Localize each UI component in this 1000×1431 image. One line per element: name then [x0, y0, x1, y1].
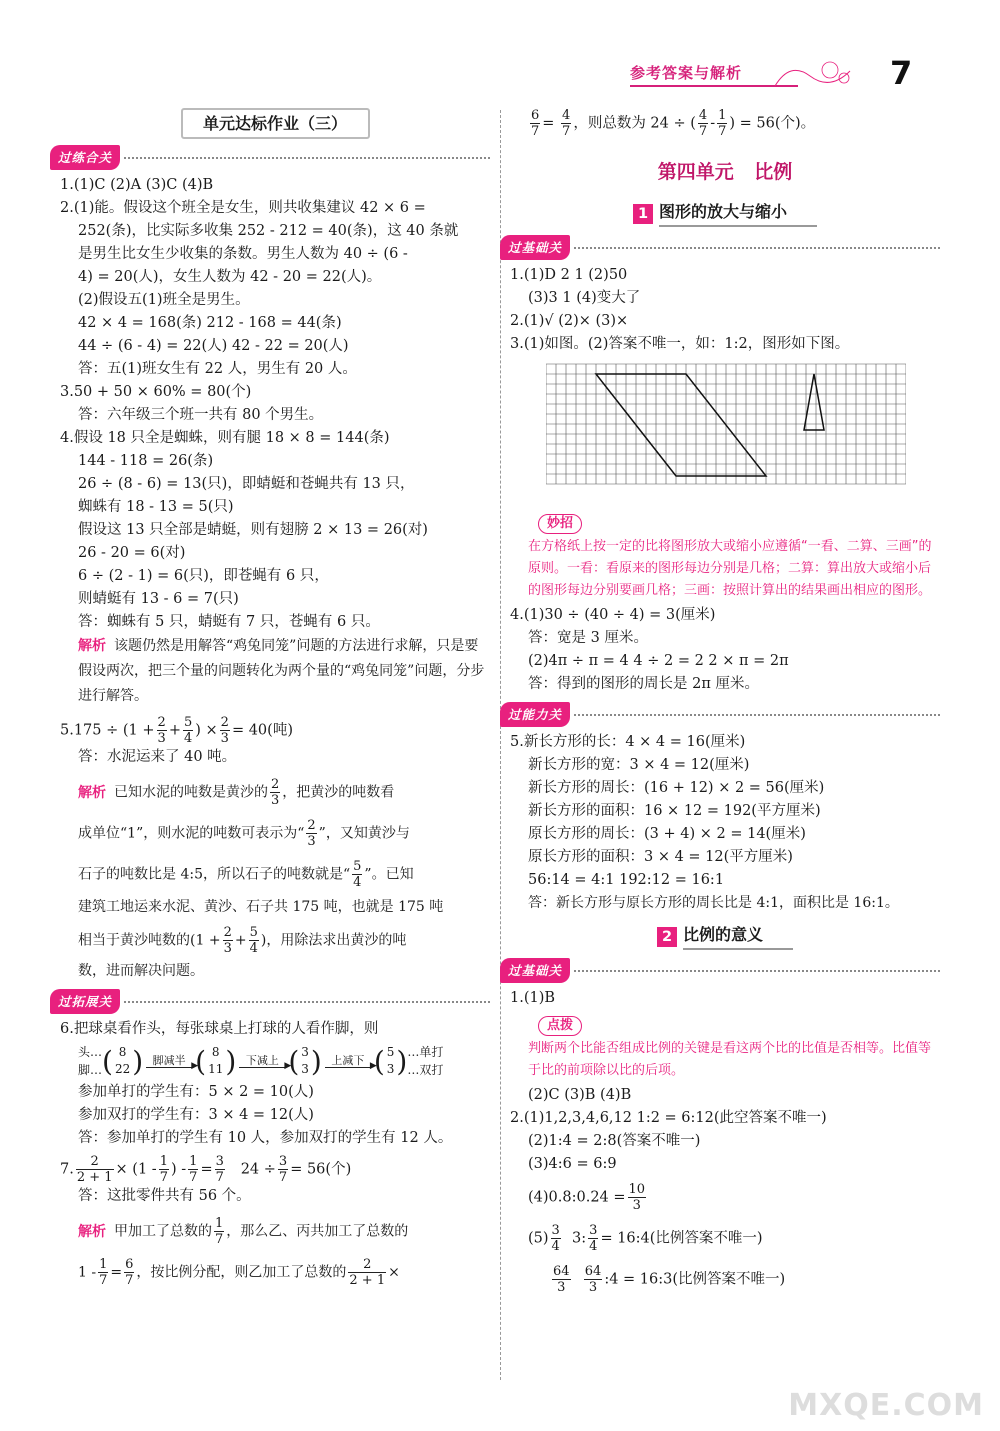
answer-line: 1.(1)D 2 1 (2)50: [510, 267, 628, 283]
answer-line: 答：六年级三个班一共有 80 个男生。: [78, 407, 324, 423]
answer-line: 2.(1)1,2,3,4,6,12 1:2 = 6:12(此空答案不唯一): [510, 1110, 827, 1126]
answer-line: 答：参加单打的学生有 10 人，参加双打的学生有 12 人。: [78, 1130, 453, 1146]
fraction: $\frac{2}{3}$: [220, 715, 229, 746]
analysis: 解析 甲加工了总数的 $\frac{1}{7}$ ，那么乙、丙共加工了总数的: [78, 1216, 409, 1247]
arrow-icon: 下减上 ▶: [239, 1054, 285, 1068]
tip-text: 在方格纸上按一定的比将图形放大或缩小应遵循“一看、二算、三画”的原则。一看：看原来的图形每边分别是几格；二算：算出放大或缩小后的图形每边分别要画几格；三画：按照计算出的结果画出相应的图形。: [528, 539, 932, 598]
section-badge: 过练合关: [50, 145, 120, 170]
answer-line: 3.(1)如图。(2)答案不唯一，如：1:2，图形如下图。: [510, 336, 850, 352]
answer-line: 新长方形的周长：(16 + 12) × 2 = 56(厘米): [528, 780, 825, 796]
answer-line: 答：新长方形与原长方形的周长比是 4:1，面积比是 16:1。: [528, 895, 899, 911]
grid-figure: [546, 362, 906, 488]
section-header: [50, 145, 490, 170]
answer-line: 42 × 4 = 168(条) 212 - 168 = 44(条): [78, 315, 342, 331]
answer-line: 答：水泥运来了 40 吨。: [78, 749, 237, 765]
answer-line: 144 - 118 = 26(条): [78, 453, 214, 469]
answer-line: 答：五(1)班女生有 22 人，男生有 20 人。: [78, 361, 357, 377]
answer-line: 1.(1)B: [510, 990, 556, 1006]
fraction: $\frac{5}{4}$: [183, 715, 193, 746]
analysis: [60, 634, 490, 709]
column-divider: [500, 110, 501, 1380]
answer-line: 4) = 20(人)，女生人数为 42 - 20 = 22(人)。: [78, 269, 382, 285]
watermark: MXQE.COM: [788, 1388, 984, 1423]
answer-line: (2)4π ÷ π = 4 4 ÷ 2 = 2 2 × π = 2π: [528, 653, 789, 669]
section-badge: 过拓展关: [50, 989, 120, 1014]
answer-line: 是男生比女生少收集的条数。男生人数为 40 ÷ (6 -: [78, 246, 408, 262]
answer-line: 26 ÷ (8 - 6) = 13(只)，即蜻蜓和苍蝇共有 13 只，: [78, 476, 415, 492]
left-column: [60, 108, 490, 1288]
tip-tag: 点拨: [538, 1016, 582, 1036]
page-number: 7: [890, 54, 913, 92]
answer-line: 44 ÷ (6 - 4) = 22(人) 42 - 22 = 20(人): [78, 338, 349, 354]
section-badge: 过基础关: [500, 235, 570, 260]
answer-line: 原长方形的周长：(3 + 4) × 2 = 14(厘米): [528, 826, 806, 842]
analysis: 数，进而解决问题。: [78, 963, 204, 979]
answer-line: 答：得到的图形的周长是 2π 厘米。: [528, 676, 759, 692]
answer-line: 新长方形的宽：3 × 4 = 12(厘米): [528, 757, 750, 773]
answer-line: 1.(1)C (2)A (3)C (4)B: [60, 177, 214, 193]
tip-tag: 妙招: [538, 514, 582, 534]
answer-line: 参加双打的学生有：3 × 4 = 12(人): [78, 1107, 314, 1123]
answer-line: (2)假设五(1)班全是男生。: [78, 292, 250, 308]
fraction: $\frac{2}{3}$: [157, 715, 166, 746]
answer-line: (5) $\frac{3}{4}$ 3: $\frac{3}{4}$ = 16:4(比例答案不唯一): [528, 1223, 763, 1254]
answer-line: 答：宽是 3 厘米。: [528, 630, 648, 646]
arrow-icon: 脚减半 ▶: [146, 1054, 192, 1068]
analysis: 石子的吨数比是 4:5，所以石子的吨数就是“ $\frac{5}{4}$ ”。已知: [78, 859, 414, 890]
answer-line: 3.50 + 50 × 60% = 80(个): [60, 384, 252, 400]
answer-line: (3)4:6 = 6:9: [528, 1156, 617, 1172]
page-header: [480, 52, 1000, 104]
section-title: 单元达标作业（三）: [181, 108, 370, 139]
answer-line: (2)1:4 = 2:8(答案不唯一): [528, 1133, 701, 1149]
answer-line: 4.假设 18 只全是蜘蛛，则有腿 18 × 8 = 144(条): [60, 430, 390, 446]
answer-line: 答：蜘蛛有 5 只，蜻蜓有 7 只，苍蝇有 6 只。: [78, 614, 380, 630]
answer-line: 新长方形的面积：16 × 12 = 192(平方厘米): [528, 803, 821, 819]
answer-line: $\frac{6}{7}$ = $\frac{4}{7}$ ，则总数为 24 ÷ ( $\frac{4}{7}$ - $\frac{1}{7}$ ) = 56(个)。: [531, 108, 816, 139]
answer-line: 6 ÷ (2 - 1) = 6(只)，即苍蝇有 6 只，: [78, 568, 329, 584]
answer-line: (2)C (3)B (4)B: [528, 1087, 632, 1103]
right-column: [510, 108, 940, 1295]
answer-line: 参加单打的学生有：5 × 2 = 10(人): [78, 1084, 314, 1100]
header-title: 参考答案与解析: [630, 64, 743, 82]
subsection-title: 1 图形的放大与缩小: [510, 200, 940, 227]
answer-line: 252(条)，比实际多收集 252 - 212 = 40(条)，这 40 条就: [78, 223, 459, 239]
answer-line: 56:14 = 4:1 192:12 = 16:1: [528, 872, 725, 888]
section-header: [500, 958, 940, 983]
analysis: 成单位“1”，则水泥的吨数可表示为“ $\frac{2}{3}$ ”，又知黄沙与: [78, 818, 410, 849]
analysis: 建筑工地运来水泥、黄沙、石子共 175 吨，也就是 175 吨: [78, 899, 444, 915]
answer-line: 假设这 13 只全部是蜻蜓，则有翅膀 2 × 13 = 26(对): [78, 522, 428, 538]
analysis: 相当于黄沙吨数的(1 + $\frac{2}{3}$ + $\frac{5}{4}$ )，用除法求出黄沙的吨: [78, 925, 407, 956]
answer-line: 5.175 ÷ (1 + $\frac{2}{3}$ + $\frac{5}{4}$ ) × $\frac{2}{3}$ = 40(吨): [60, 715, 293, 746]
answer-line: 7. $\frac{2}{2 + 1}$ × (1 - $\frac{1}{7}$ ) - $\frac{1}{7}$ = $\frac{3}{7}$ 24 ÷ $\frac{3}{7}$ = 56(个): [60, 1154, 352, 1185]
section-header: [500, 235, 940, 260]
answer-line: 答：这批零件共有 56 个。: [78, 1188, 251, 1204]
answer-line: 2.(1)能。假设这个班全是女生，则共收集建议 42 × 6 =: [60, 200, 426, 216]
answer-line: (4)0.8:0.24 = $\frac{10}{3}$: [528, 1182, 646, 1213]
answer-line: 5.新长方形的长：4 × 4 = 16(厘米): [510, 734, 746, 750]
analysis-text: 该题仍然是用解答“鸡兔同笼”问题的方法进行求解，只是要假设两次，把三个量的问题转化为两个量的“鸡兔同笼”问题，分步进行解答。: [78, 638, 485, 704]
arrow-icon: 上减下 ▶: [325, 1054, 371, 1068]
answer-line: $\frac{64}{3}$ $\frac{64}{3}$ :4 = 16:3(比例答案不唯一): [553, 1264, 786, 1295]
unit-title: 第四单元 比例: [657, 161, 793, 183]
analysis: 解析 已知水泥的吨数是黄沙的 $\frac{2}{3}$ ，把黄沙的吨数看: [78, 777, 395, 808]
section-badge: 过能力关: [500, 702, 570, 727]
answer-line: 2.(1)√ (2)× (3)×: [510, 313, 629, 329]
section-badge: 过基础关: [500, 958, 570, 983]
section-header: [500, 702, 940, 727]
answer-line: (3)3 1 (4)变大了: [528, 290, 641, 306]
answer-line: 4.(1)30 ÷ (40 ÷ 4) = 3(厘米): [510, 607, 716, 623]
answer-line: 原长方形的面积：3 × 4 = 12(平方厘米): [528, 849, 793, 865]
answer-line: 26 - 20 = 6(对): [78, 545, 186, 561]
answer-line: 则蜻蜓有 13 - 6 = 7(只): [78, 591, 239, 607]
flower-decoration-icon: [770, 56, 860, 96]
flow-diagram: 头… 脚… ( 8 22 ) 脚减半 ▶ ( 8 11 ) 下减上 ▶ ( 3 3 ) 上减下 ▶ ( 5 3 ) …单打 …双打: [78, 1043, 490, 1079]
analysis-label: 解析: [78, 638, 106, 654]
subsection-title: 2 比例的意义: [510, 923, 940, 950]
answer-line: 蜘蛛有 18 - 13 = 5(只): [78, 499, 234, 515]
section-header: [50, 989, 490, 1014]
tip-text: 判断两个比能否组成比例的关键是看这两个比的比值是否相等。比值等于比的前项除以比的后项。: [528, 1041, 932, 1078]
answer-line: 6.把球桌看作头，每张球桌上打球的人看作脚，则: [60, 1021, 379, 1037]
analysis: 1 - $\frac{1}{7}$ = $\frac{6}{7}$ ，按比例分配，则乙加工了总数的 $\frac{2}{2 + 1}$ ×: [78, 1257, 400, 1288]
